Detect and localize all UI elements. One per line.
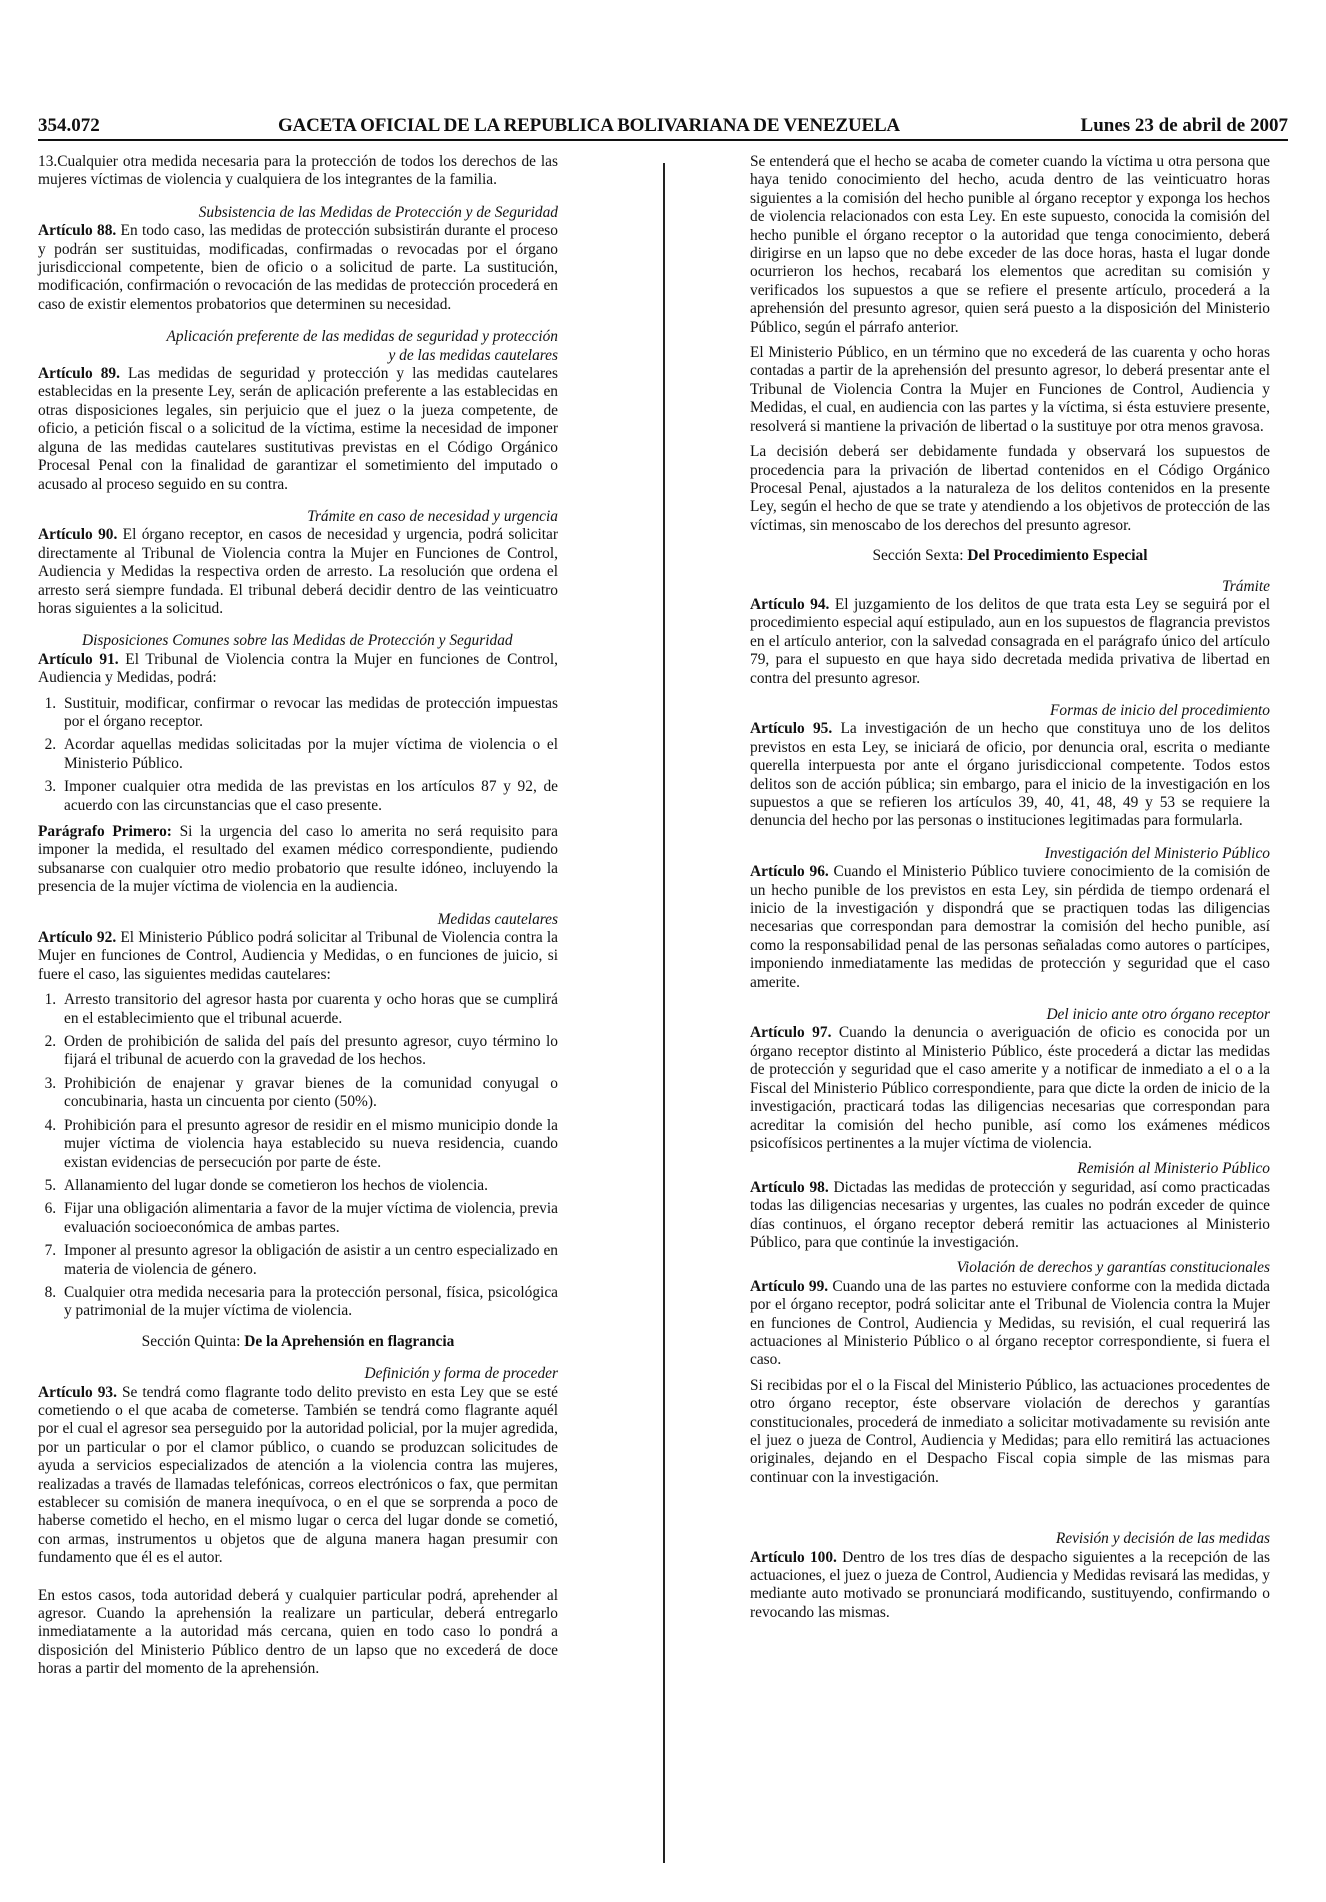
article-91	[38, 651, 558, 688]
article-label: Artículo 99.	[750, 1277, 829, 1295]
list-item: 1. Sustituir, modificar, confirmar o revocar las medidas de protección impuestas por el órgano receptor.	[60, 695, 558, 732]
article-99	[750, 1278, 1270, 1370]
article-96	[750, 863, 1270, 992]
list-item: 6. Fijar una obligación alimentaria a favor de la mujer víctima de violencia, previa evaluación socioeconómica de ambas partes.	[60, 1200, 558, 1237]
article-95	[750, 720, 1270, 830]
article-text: Las medidas de seguridad y protección y las medidas cautelares establecidas en la presente Ley, serán de aplicación preferente a las establecidas en otras disposiciones legales, sin perjuicio que el juez o la jueza competente, de oficio, a petición fiscal o a solicitud de la víctima, estime la necesidad de imponer alguna de las medidas cautelares sustitutivas previstas en el Código Orgánico Procesal Penal con la finalidad de garantizar el sometimiento del imputado o acusado al proceso seguido en su contra.	[38, 365, 558, 493]
list-item: 3. Imponer cualquier otra medida de las previstas en los artículos 87 y 92, de acuerdo con las circunstancias que el caso presente.	[60, 778, 558, 815]
section-prefix: Sección Sexta:	[872, 547, 968, 565]
list-item: 1. Arresto transitorio del agresor hasta por cuarenta y ocho horas que se cumplirá en el establecimiento que el tribunal acuerde.	[60, 991, 558, 1028]
article-text: En todo caso, las medidas de protección subsistirán durante el proceso y podrán ser sustituidas, modificadas, confirmadas o revocadas por el órgano jurisdiccional competente, bien de oficio o a solicitud de parte. La sustitución, modificación, confirmación o revocación de las medidas de protección procederá en caso de existir elementos probatorios que determinen su necesidad.	[38, 222, 558, 313]
article-93-paragraph-4: El Ministerio Público, en un término que no excederá de las cuarenta y ocho horas contadas a partir de la aprehensión del presunto agresor, lo deberá presentar ante el Tribunal de Violencia Contra la Mujer en Funciones de Control, Audiencia y Medidas, el cual, en audiencia con las partes y la víctima, si ésta estuviere presente, resolverá si mantiene la privación de libertad o la sustituye por otra menos gravosa.	[750, 344, 1270, 435]
heading-art-88: Subsistencia de las Medidas de Protección y de Seguridad	[198, 203, 558, 221]
article-97	[750, 1024, 1270, 1153]
heading-art-92: Medidas cautelares	[437, 910, 558, 928]
article-93	[38, 1384, 558, 1568]
article-text: El juzgamiento de los delitos de que trata esta Ley se seguirá por el procedimiento especial aquí estipulado, aun en los supuestos de flagrancia previstos en el artículo anterior, con la salvedad consagrada en el parágrafo único del artículo 79, para el supuesto en que haya sido decretada medida privativa de libertad en contra del presunto agresor.	[750, 595, 1271, 687]
article-90	[38, 526, 558, 618]
list-item: 7. Imponer al presunto agresor la obligación de asistir a un centro especializado en materia de violencia de género.	[60, 1242, 558, 1279]
article-88	[38, 222, 558, 314]
article-text: El órgano receptor, en casos de necesidad y urgencia, podrá solicitar directamente al Tribunal de Violencia contra la Mujer en Funciones de Control, Audiencia y Medidas la respectiva orden de arresto. La resolución que ordena el arresto será siempre fundada. El tribunal deberá decidir dentro de las veinticuatro horas siguientes a la solicitud.	[38, 526, 559, 617]
section-prefix: Sección Quinta:	[141, 1332, 245, 1350]
article-label: Artículo 90.	[38, 526, 118, 544]
article-text: Dictadas las medidas de protección y seguridad, así como practicadas todas las diligencias necesarias y urgentes, las cuales no podrán exceder de quince días continuos, el órgano receptor deberá remitir las actuaciones al Ministerio Público, para que continúe la investigación.	[750, 1178, 1270, 1251]
article-89	[38, 365, 558, 494]
heading-art-94: Trámite	[1222, 577, 1270, 595]
left-column	[38, 153, 558, 1686]
article-93-paragraph-2: En estos casos, toda autoridad deberá y cualquier particular podrá, aprehender al agresor. Cuando la aprehensión la realizare un particular, deberá entregarlo inmediatamente a la autoridad más cercana, quien en todo caso lo pondrá a disposición del Ministerio Público dentro de un lapso que no excederá de doce horas a partir del momento de la aprehensión.	[38, 1586, 558, 1678]
article-92-list	[38, 991, 558, 1321]
article-label: Artículo 94.	[750, 595, 830, 613]
article-92	[38, 929, 558, 984]
article-100	[750, 1549, 1270, 1623]
article-99-paragraph-2: Si recibidas por el o la Fiscal del Ministerio Público, las actuaciones procedentes de otro órgano receptor, éste observare violación de derechos y garantías constitucionales, procederá de inmediato a solicitar motivadamente su revisión ante el juez o jueza de Control, Audiencia y Medidas; para ello remitirá las actuaciones originales, dejando en el Despacho Fiscal copia simple de las mismas para continuar con la investigación.	[750, 1376, 1270, 1486]
section-title: De la Aprehensión en flagrancia	[244, 1332, 455, 1350]
article-text: El Tribunal de Violencia contra la Mujer en funciones de Control, Audiencia y Medidas, podrá:	[38, 650, 558, 687]
article-label: Artículo 89.	[38, 365, 120, 383]
page-header	[38, 115, 1288, 139]
article-93-paragraph-5: La decisión deberá ser debidamente fundada y observará los supuestos de procedencia para la privación de libertad contenidos en el Código Orgánico Procesal Penal, ajustados a la naturaleza de los delitos contenidos en la presente Ley, según el hecho de que se trate y atendiendo a los objetivos de protección de las víctimas, sin menoscabo de los derechos del presunto agresor.	[750, 443, 1270, 534]
heading-art-93: Definición y forma de proceder	[364, 1365, 558, 1383]
paragrafo-primero	[38, 823, 558, 897]
article-94	[750, 596, 1270, 688]
article-text: La investigación de un hecho que constituya uno de los delitos previstos en esta Ley, se iniciará de oficio, por denuncia oral, escrita o mediante querella interpuesta por ante el órgano jurisdiccional competente. Todos estos delitos son de acción pública; sin embargo, para el inicio de la investigación en los supuestos a que se refieren los artículos 39, 40, 41, 48, 49 y 53 se requiere la denuncia del hecho por las personas o instituciones legitimadas para formularla.	[750, 720, 1270, 830]
issue-date: Lunes 23 de abril de 2007	[1080, 115, 1288, 136]
list-item: 3. Prohibición de enajenar y gravar bienes de la comunidad conyugal o concubinaria, hasta un cincuenta por ciento (50%).	[60, 1075, 558, 1112]
section-title: Del Procedimiento Especial	[967, 547, 1148, 565]
article-text: Dentro de los tres días de despacho siguientes a la recepción de las actuaciones, el juez o jueza de Control, Audiencia y Medidas revisará las medidas, y mediante auto motivado se pronunciará modificando, sustituyendo, confirmando o revocando las mismas.	[750, 1548, 1270, 1621]
list-item-13: 13.Cualquier otra medida necesaria para la protección de todos los derechos de las mujeres víctimas de violencia y cualquiera de los integrantes de la familia.	[38, 153, 558, 189]
article-label: Artículo 96.	[750, 863, 829, 881]
article-93-paragraph-3: Se entenderá que el hecho se acaba de cometer cuando la víctima u otra persona que haya tenido conocimiento del hecho, acuda dentro de las veinticuatro horas siguientes a la comisión del hecho punible al órgano receptor y exponga los hechos de violencia relacionados con esta Ley. En este supuesto, conocida la comisión del hecho punible el órgano receptor o la autoridad que tenga conocimiento, deberá dirigirse en un lapso que no debe exceder de las doce horas, hasta el lugar donde ocurrieron los hechos, recabará los elementos que acreditan su comisión y verificados los supuestos a que se refiere el presente artículo, procederá a la aprehensión del presunto agresor, quien será puesto a la disposición del Ministerio Público, según el párrafo anterior.	[750, 153, 1270, 336]
article-91-list	[38, 695, 558, 815]
paragraph-label: Parágrafo Primero:	[38, 823, 172, 840]
article-text: Cuando una de las partes no estuviere conforme con la medida dictada por el órgano receptor, podrá solicitar ante el Tribunal de Violencia contra la Mujer en funciones de Control, Audiencia y Medidas, su revisión, el cual requerirá las actuaciones al Ministerio Público o al órgano receptor correspondiente, si fuera el caso.	[750, 1277, 1271, 1369]
section-quinta-heading	[38, 1333, 558, 1351]
article-label: Artículo 97.	[750, 1024, 832, 1042]
heading-art-98: Remisión al Ministerio Público	[1077, 1160, 1270, 1178]
heading-art-89-line1: Aplicación preferente de las medidas de seguridad y protección	[166, 328, 558, 346]
heading-art-89-line2: y de las medidas cautelares	[388, 346, 558, 364]
heading-art-100: Revisión y decisión de las medidas	[1055, 1530, 1270, 1548]
article-label: Artículo 95.	[750, 720, 833, 738]
section-sexta-heading	[750, 547, 1270, 565]
list-item: 2. Orden de prohibición de salida del país del presunto agresor, cuyo término lo fijará el tribunal de acuerdo con la gravedad de los hechos.	[60, 1033, 558, 1070]
article-text: El Ministerio Público podrá solicitar al Tribunal de Violencia contra la Mujer en funciones de Control, Audiencia y Medidas, o en funciones de juicio, si fuere el caso, las siguientes medidas cautelares:	[38, 929, 558, 983]
article-label: Artículo 100.	[750, 1548, 837, 1566]
list-item: 8. Cualquier otra medida necesaria para la protección personal, física, psicológica y patrimonial de la mujer víctima de violencia.	[60, 1284, 558, 1321]
page-number: 354.072	[38, 115, 100, 136]
heading-art-97: Del inicio ante otro órgano receptor	[1046, 1006, 1270, 1024]
heading-art-95: Formas de inicio del procedimiento	[1050, 701, 1270, 719]
right-column	[750, 153, 1270, 1629]
article-label: Artículo 93.	[38, 1383, 117, 1401]
heading-art-91: Disposiciones Comunes sobre las Medidas de Protección y Seguridad	[82, 632, 513, 650]
list-item: 5. Allanamiento del lugar donde se cometieron los hechos de violencia.	[60, 1177, 558, 1195]
article-text: Cuando la denuncia o averiguación de oficio es conocida por un órgano receptor distinto al Ministerio Público, éste procederá a dictar las medidas de protección y seguridad que el caso amerite y a notificar de inmediato a el o a la Fiscal del Ministerio Público correspondiente, para que dicte la orden de inicio de la investigación, practicará todas las diligencias necesarias que correspondan para acreditar la comisión del hecho punible, así como los exámenes médicos psicofísicos pertinentes a la mujer víctima de violencia.	[750, 1024, 1270, 1152]
paragraph-text: Si la urgencia del caso lo amerita no será requisito para imponer la medida, el resultado del examen médico correspondiente, pudiendo subsanarse con cualquier otro medio probatorio que resulte idóneo, incluyendo la presencia de la mujer víctima de violencia en la audiencia.	[38, 823, 559, 896]
article-text: Se tendrá como flagrante todo delito previsto en esta Ley que se esté cometiendo o el que acaba de cometerse. También se tendrá como flagrante aquél por el cual el agresor sea perseguido por la autoridad policial, por la mujer agredida, por un particular o por el clamor público, o cuando se produzcan solicitudes de ayuda a servicios especializados de atención a la violencia contra las mujeres, realizadas a través de llamadas telefónicas, correos electrónicos o fax, que permitan establecer su comisión de manera inequívoca, o en el que se sorprenda a poco de haberse cometido el hecho, en el mismo lugar o cerca del lugar donde se cometió, con armas, instrumentos u objetos que de alguna manera hagan presumir con fundamento que él es el autor.	[38, 1383, 559, 1567]
article-label: Artículo 88.	[38, 222, 117, 240]
gazette-title: GACETA OFICIAL DE LA REPUBLICA BOLIVARIANA DE VENEZUELA	[278, 115, 900, 136]
article-label: Artículo 91.	[38, 650, 119, 668]
article-text: Cuando el Ministerio Público tuviere conocimiento de la comisión de un hecho punible de los previstos en esta Ley, sin pérdida de tiempo ordenará el inicio de la investigación y dispondrá que se practiquen todas las diligencias necesarias que correspondan para demostrar la comisión del hecho punible, así como la responsabilidad penal de las personas señaladas como autores o partícipes, imponiendo inmediatamente las medidas de protección y seguridad que el caso amerite.	[750, 863, 1270, 991]
heading-art-96: Investigación del Ministerio Público	[1044, 844, 1270, 862]
list-item: 2. Acordar aquellas medidas solicitadas por la mujer víctima de violencia o el Ministerio Público.	[60, 736, 558, 773]
heading-art-90: Trámite en caso de necesidad y urgencia	[307, 507, 558, 525]
article-98	[750, 1179, 1270, 1253]
article-label: Artículo 98.	[750, 1178, 829, 1196]
list-item: 4. Prohibición para el presunto agresor de residir en el mismo municipio donde la mujer víctima de violencia haya establecido su nueva residencia, cuando existan evidencias de persecución por parte de éste.	[60, 1117, 558, 1172]
heading-art-99: Violación de derechos y garantías constitucionales	[956, 1259, 1270, 1277]
header-rule	[38, 139, 1288, 141]
article-label: Artículo 92.	[38, 929, 117, 947]
column-divider	[663, 163, 665, 1863]
